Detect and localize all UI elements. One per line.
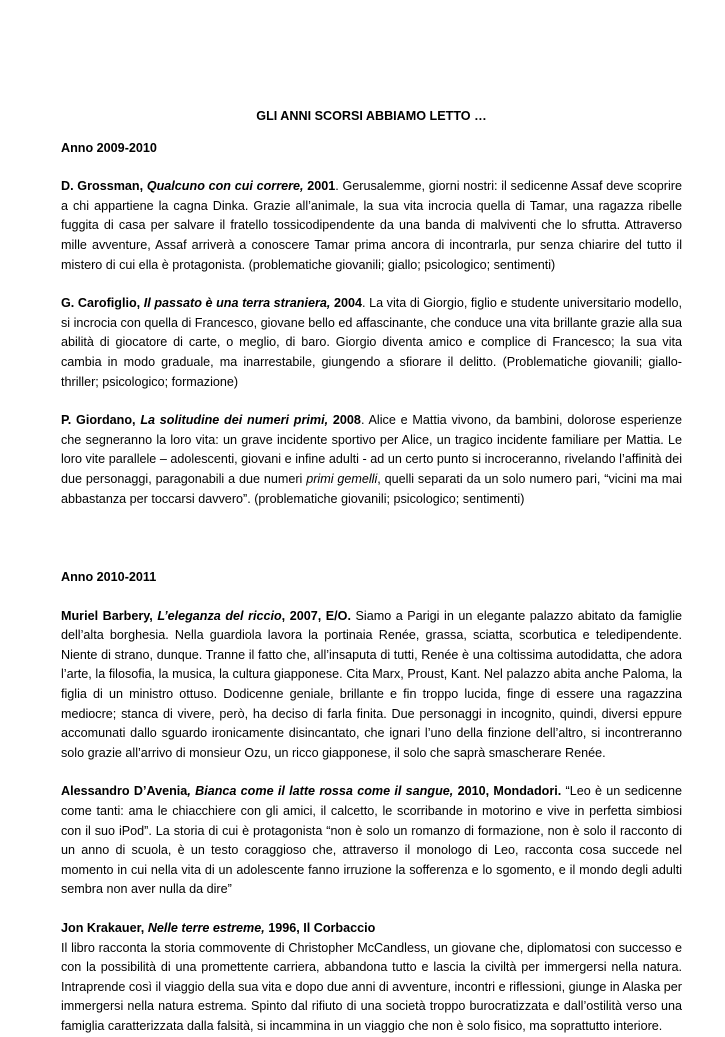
book-entry-giordano	[61, 411, 682, 509]
book-entry-davenia	[61, 782, 682, 900]
book-year: 1996, Il Corbaccio	[264, 921, 376, 935]
book-author: Jon Krakauer,	[61, 921, 145, 935]
book-author: G. Carofiglio,	[61, 296, 141, 311]
book-year: 2004	[333, 296, 362, 311]
page-title: GLI ANNI SCORSI ABBIAMO LETTO …	[256, 109, 487, 123]
book-year: 2008	[332, 413, 361, 428]
book-title: , Bianca come il latte rossa come il sangue,	[187, 784, 454, 799]
book-title: Il passato è una terra straniera,	[143, 296, 331, 311]
book-title: Qualcuno con cui correre,	[146, 179, 304, 194]
book-author: Muriel Barbery,	[61, 608, 153, 623]
book-description-italic: primi gemelli	[306, 471, 378, 486]
book-description: . Gerusalemme, giorni nostri: il sedicenne Assaf deve scoprire a chi appartiene la cagna Dinka. Grazie all’animale, la sua vita incrocia quella di Tamar, una ragazza ribelle fuggita di casa per salvare il fratello tossicodipendente da una banda di malviventi che lo sfrutta. Attraverso mille avventure, Assaf arriverà a conoscere Tamar prima ancora di incontrarla, pur senza chiarire del tutto il mistero di cui ella è protagonista. (problematiche giovanili; giallo; psicologico; sentimenti)	[61, 179, 682, 272]
book-description: . Alice e Mattia vivono, da bambini, dolorose esperienze che segneranno la loro vita: un grave incidente sportivo per Alice, un tragico incidente familiare per Mattia. Le loro vite parallele – adolescenti, giovani e infine adulti - ad un certo punto si incroceranno, rivelando l’affinità dei due personaggi, paragonabili a due numeri	[61, 413, 683, 486]
year-heading-2010-2011: Anno 2010-2011	[61, 570, 157, 585]
book-year: , 2007, E/O.	[281, 608, 351, 623]
book-author: P. Giordano,	[61, 413, 136, 428]
book-entry-grossman	[61, 177, 682, 275]
book-description-end: , quelli separati da un solo numero pari, “vicini ma mai abbastanza per toccarsi davvero”. (problematiche giovanili; psicologico; sentimenti)	[61, 471, 682, 506]
book-entry-barbery	[61, 607, 682, 764]
book-author: D. Grossman,	[61, 179, 144, 194]
book-description: . La vita di Giorgio, figlio e studente universitario modello, si incrocia con quella di Francesco, giovane bello ed affascinante, che conduce una vita brillante grazie alla sua abilità di giocatore di carte, o meglio, di baro. Giorgio diventa amico e complice di Francesco; la sua vita cambia in modo graduale, ma inarrestabile, giungendo a sfiorare il delitto. (Problematiche giovanili; giallo-thriller; psicologico; formazione)	[61, 296, 682, 389]
book-author: Alessandro D’Avenia	[61, 784, 188, 799]
book-description: Siamo a Parigi in un elegante palazzo abitato da famiglie dell’alta borghesia. Nella guardiola lavora la portinaia Renée, grassa, sciatta, scorbutica e teledipendente. Niente di strano, dunque. Tranne il fatto che, all’insaputa di tutti, Renée è una coltissima autodidatta, che adora l’arte, la filosofia, la musica, la cultura giapponese. Cita Marx, Proust, Kant. Nel palazzo abita anche Paloma, la figlia di un ministro ottuso. Dodicenne geniale, brillante e fin troppo lucida, finge di essere una ragazzina mediocre; stanca di vivere, però, ha deciso di farla finita. Due personaggi in incognito, quindi, diversi eppure accomunati dallo sguardo ironicamente disincantato, che ignari l’uno della finzione dell’altro, si incontreranno solo grazie all’arrivo di monsieur Ozu, un ricco giapponese, il solo che saprà smascherare Renée.	[61, 608, 682, 760]
book-year: 2001	[307, 179, 336, 194]
year-heading-2009-2010: Anno 2009-2010	[61, 140, 157, 155]
book-year: 2010, Mondadori.	[453, 784, 562, 799]
book-title: Nelle terre estreme,	[147, 921, 265, 935]
book-entry-carofiglio	[61, 294, 682, 392]
book-heading-line	[61, 919, 682, 939]
book-title: La solitudine dei numeri primi,	[140, 413, 329, 428]
book-description: “Leo è un sedicenne come tanti: ama le chiacchiere con gli amici, il calcetto, le scorribande in motorino e vive in perfetta simbiosi con il suo iPod”. La storia di cui è protagonista “non è solo un romanzo di formazione, non è solo il racconto di un anno di scuola, è un testo coraggioso che, attraverso il monologo di Leo, racconta cosa succede nel momento in cui nella vita di un adolescente fanno irruzione la sofferenza e lo sgomento, e il mondo degli adulti sembra non aver nulla da dire”	[61, 784, 683, 897]
book-title: L’eleganza del riccio	[157, 608, 282, 623]
book-entry-krakauer	[61, 919, 682, 1037]
book-description: Il libro racconta la storia commovente di Christopher McCandless, un giovane che, diplomatosi con successo e con la possibilità di una promettente carriera, abbandona tutto e lascia la civiltà per immergersi nella natura. Intraprende così il viaggio della sua vita e dopo due anni di avventure, incontri e riflessioni, giunge in Alaska per immergersi nella natura estrema. Spinto dal rifiuto di una società troppo burocratizzata e dall’ostilità verso una famiglia caratterizzata dalla falsità, si incammina in un viaggio che non è solo fisico, ma soprattutto interiore.	[61, 940, 682, 1033]
